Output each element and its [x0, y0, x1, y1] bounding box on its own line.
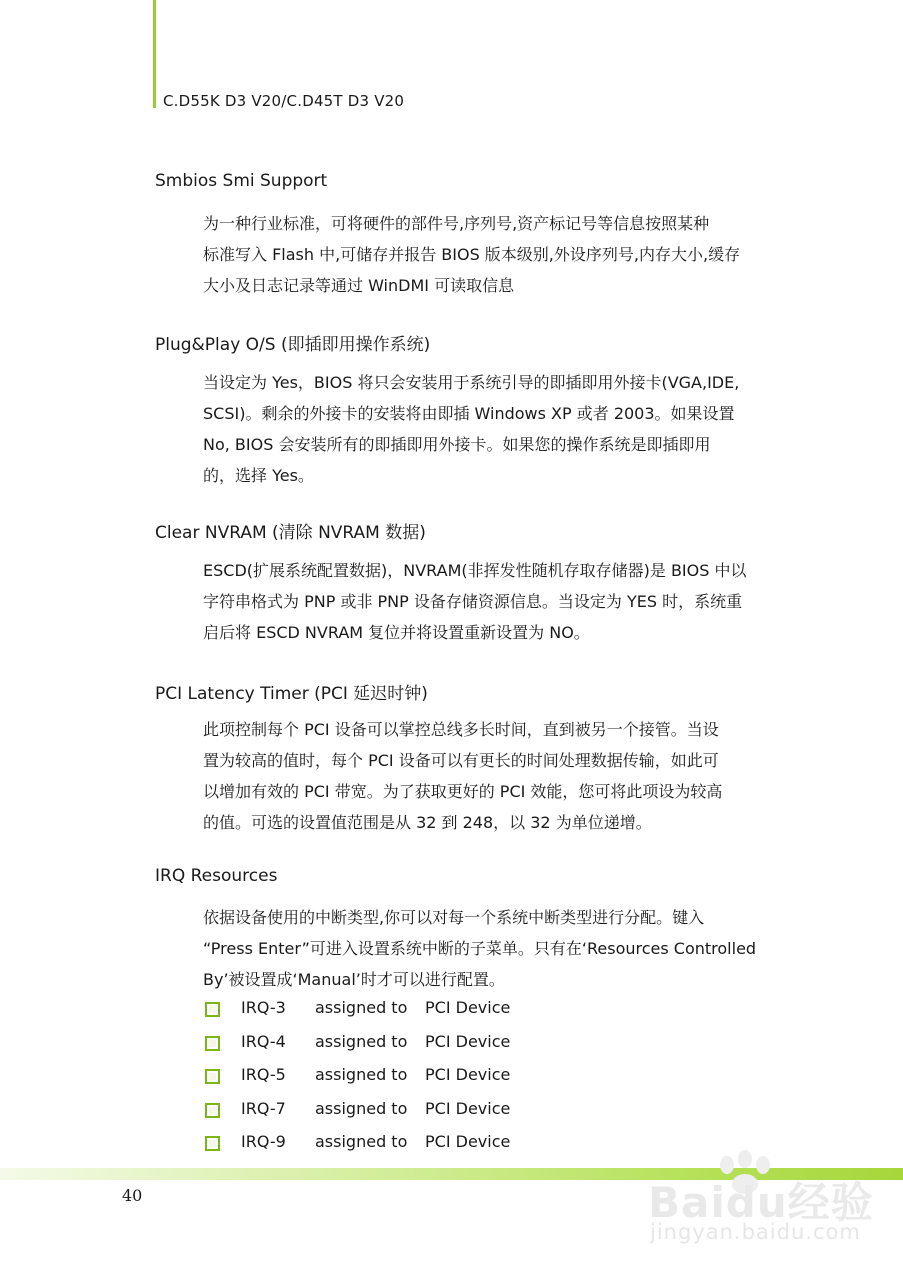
irq-label: IRQ-7	[241, 1098, 286, 1118]
page-number: 40	[122, 1186, 143, 1205]
section-title: Clear NVRAM (清除 NVRAM 数据)	[155, 523, 426, 543]
checkbox-icon	[205, 1002, 220, 1017]
device-label: PCI Device	[425, 1065, 511, 1084]
body-line: 当设定为 Yes，BIOS 将只会安装用于系统引导的即插即用外接卡(VGA,IDE,	[203, 373, 740, 392]
body-line: 标准写入 Flash 中,可储存并报告 BIOS 版本级别,外设序列号,内存大小,缓存	[203, 245, 741, 264]
list-item	[205, 1065, 605, 1099]
body-line: 字符串格式为 PNP 或非 PNP 设备存储资源信息。当设定为 YES 时，系统重	[203, 592, 743, 611]
irq-assignment-list	[205, 998, 605, 1166]
section-body	[203, 902, 793, 995]
device-label: PCI Device	[425, 1031, 511, 1051]
section-body	[203, 714, 793, 838]
assigned-label: assigned to	[315, 1132, 408, 1151]
page-header: C.D55K D3 V20/C.D45T D3 V20	[163, 92, 405, 110]
body-line: By’被设置成‘Manual’时才可以进行配置。	[203, 970, 505, 989]
section-body	[203, 555, 793, 648]
watermark-url: jingyan.baidu.com	[650, 1220, 861, 1244]
body-line: SCSI)。剩余的外接卡的安装将由即插 Windows XP 或者 2003。如果设置	[203, 404, 735, 423]
checkbox-icon	[205, 1069, 220, 1084]
checkbox-icon	[205, 1036, 220, 1051]
assigned-label: assigned to	[315, 1031, 408, 1051]
body-line: 大小及日志记录等通过 WinDMI 可读取信息	[203, 276, 515, 295]
watermark-brand: Baidu经验	[648, 1178, 874, 1227]
list-item	[205, 998, 605, 1032]
body-line: 依据设备使用的中断类型,你可以对每一个系统中断类型进行分配。键入	[203, 908, 705, 927]
list-item	[205, 1099, 605, 1133]
section-title: PCI Latency Timer (PCI 延迟时钟)	[155, 684, 428, 704]
body-line: ESCD(扩展系统配置数据)，NVRAM(非挥发性随机存取存储器)是 BIOS 中以	[203, 561, 747, 580]
section-body	[203, 367, 793, 491]
body-line: 启后将 ESCD NVRAM 复位并将设置重新设置为 NO。	[203, 623, 590, 642]
checkbox-icon	[205, 1136, 220, 1151]
device-label: PCI Device	[425, 1098, 511, 1118]
body-line: 为一种行业标准，可将硬件的部件号,序列号,资产标记号等信息按照某种	[203, 214, 710, 233]
assigned-label: assigned to	[315, 1098, 408, 1118]
section-title: Plug&Play O/S (即插即用操作系统)	[155, 335, 431, 355]
body-line: 的值。可选的设置值范围是从 32 到 248，以 32 为单位递增。	[203, 813, 652, 832]
body-line: 置为较高的值时，每个 PCI 设备可以有更长的时间处理数据传输，如此可	[203, 751, 719, 770]
body-line: No, BIOS 会安装所有的即插即用外接卡。如果您的操作系统是即插即用	[203, 435, 711, 454]
irq-label: IRQ-9	[241, 1132, 286, 1151]
margin-accent-line	[153, 0, 156, 108]
assigned-label: assigned to	[315, 998, 408, 1017]
body-line: 以增加有效的 PCI 带宽。为了获取更好的 PCI 效能，您可将此项设为较高	[203, 782, 723, 801]
device-label: PCI Device	[425, 998, 511, 1017]
section-title: Smbios Smi Support	[155, 171, 328, 191]
body-line: 此项控制每个 PCI 设备可以掌控总线多长时间，直到被另一个接管。当设	[203, 720, 719, 739]
irq-label: IRQ-5	[241, 1065, 286, 1084]
list-item	[205, 1132, 605, 1166]
irq-label: IRQ-3	[241, 998, 286, 1017]
section-title: IRQ Resources	[155, 866, 278, 886]
body-line: 的，选择 Yes。	[203, 466, 314, 485]
device-label: PCI Device	[425, 1132, 511, 1151]
assigned-label: assigned to	[315, 1065, 408, 1084]
irq-label: IRQ-4	[241, 1031, 286, 1051]
list-item	[205, 1032, 605, 1066]
body-line: “Press Enter”可进入设置系统中断的子菜单。只有在‘Resources Controlled	[203, 939, 757, 958]
checkbox-icon	[205, 1103, 220, 1118]
section-body	[203, 208, 793, 301]
